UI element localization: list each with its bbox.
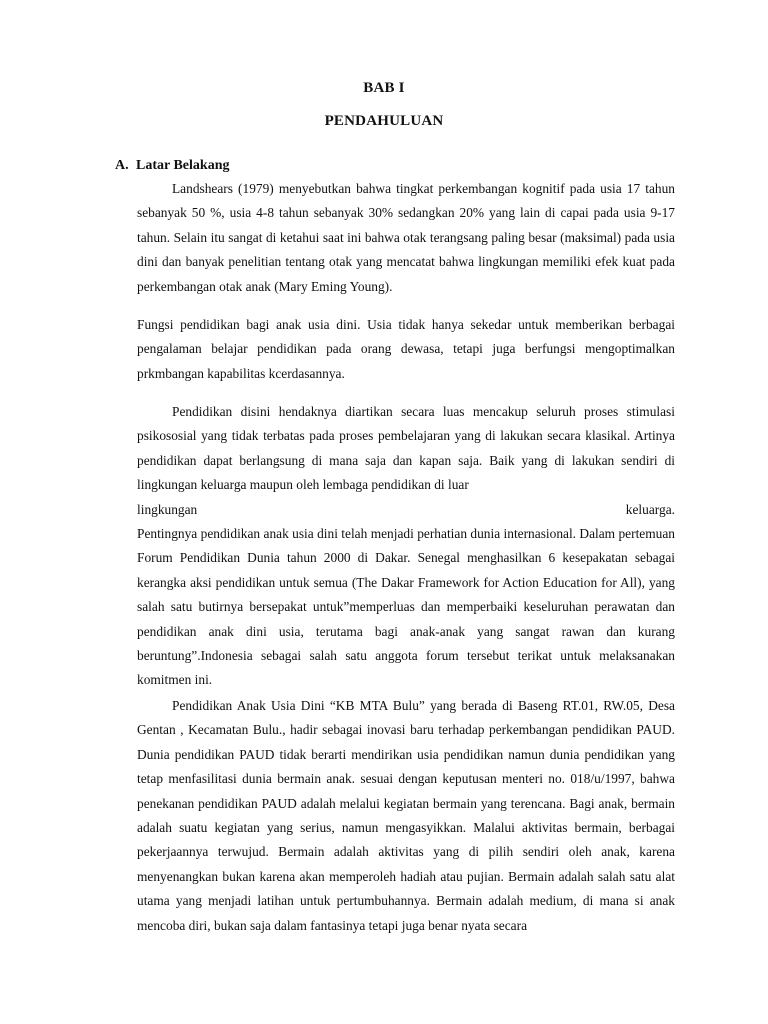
paragraph-5: Pendidikan Anak Usia Dini “KB MTA Bulu” yang berada di Baseng RT.01, RW.05, Desa Gentan , Kecamatan Bulu., hadir sebagai inovasi baru terhadap perkembangan pendidikan PAUD. Dunia pendidikan PAUD tidak berarti mendirikan usia pendidikan namun dunia pendidikan yang tetap menfasilitasi dunia bermain anak. sesuai dengan keputusan menteri no. 018/u/1997, bahwa penekanan pendidikan PAUD adalah melalui kegiatan bermain yang terencana. Bagi anak, bermain adalah suatu kegiatan yang serius, namun mengasyikkan. Malalui aktivitas bermain, berbagai pekerjaannya terwujud. Bermain adalah aktivitas yang di pilih sendiri oleh anak, karena menyenangkan bukan karena akan memperoleh hadiah atau pujian. Bermain adalah salah satu alat utama yang menjadi latihan untuk pertumbuhannya. Bermain adalah medium, di mana si anak mencoba diri, bukan saja dalam fantasinya tetapi juga benar nyata secara [137,698,675,933]
paragraph-4: Pentingnya pendidikan anak usia dini telah menjadi perhatian dunia internasional. Dalam pertemuan Forum Pendidikan Dunia tahun 2000 di Dakar. Senegal menghasilkan 6 kesepakatan sebagai kerangka aksi pendidikan untuk semua (The Dakar Framework for Action Education for All), yang salah satu butirnya bersepakat untuk”memperluas dan memperbaiki keseluruhan perawatan dan pendidikan anak dini usia, terutama bagi anak-anak yang sangat rawan dan kurang beruntung”.Indonesia sebagai salah satu anggota forum tersebut terikat untuk melaksanakan komitmen ini. [137,526,675,688]
paragraph-block-2 [137,313,675,386]
paragraph-3-last-line [137,498,675,522]
chapter-title: PENDAHULUAN [324,113,444,129]
paragraph-2: Fungsi pendidikan bagi anak usia dini. Usia tidak hanya sekedar untuk memberikan berbagai pengalaman belajar pendidikan pada orang dewasa, tetapi juga berfungsi mengoptimalkan prkmbangan kapabilitas kcerdasannya. [137,317,675,381]
section-title-text: Latar Belakang [136,158,230,173]
paragraph-3: Pendidikan disini hendaknya diartikan secara luas mencakup seluruh proses stimulasi psikososial yang tidak terbatas pada proses pembelajaran yang di lakukan secara klasikal. Artinya pendidikan dapat berlangsung di mana saja dan kapan saja. Baik yang di lakukan sendiri di lingkungan keluarga maupun oleh lembaga pendidikan di luar [137,404,675,493]
paragraph-block-4 [137,694,675,938]
paragraph-block-3 [137,400,675,693]
paragraph-3-right-word: keluarga. [625,501,675,517]
paragraph-3-left-word: lingkungan [137,501,198,517]
paragraph-1: Landshears (1979) menyebutkan bahwa tingkat perkembangan kognitif pada usia 17 tahun sebanyak 50 %, usia 4-8 tahun sebanyak 30% sedangkan 20% yang lain di capai pada usia 9-17 tahun. Selain itu sangat di ketahui saat ini bahwa otak terangsang paling besar (maksimal) pada usia dini dan banyak penelitian tentang otak yang mencatat bahwa lingkungan memiliki efek kuat pada perkembangan otak anak (Mary Eming Young). [137,181,675,294]
paragraph-block-1 [137,177,675,299]
section-letter: A. [115,158,129,173]
section-heading [115,157,229,175]
chapter-heading: BAB I [363,80,405,96]
